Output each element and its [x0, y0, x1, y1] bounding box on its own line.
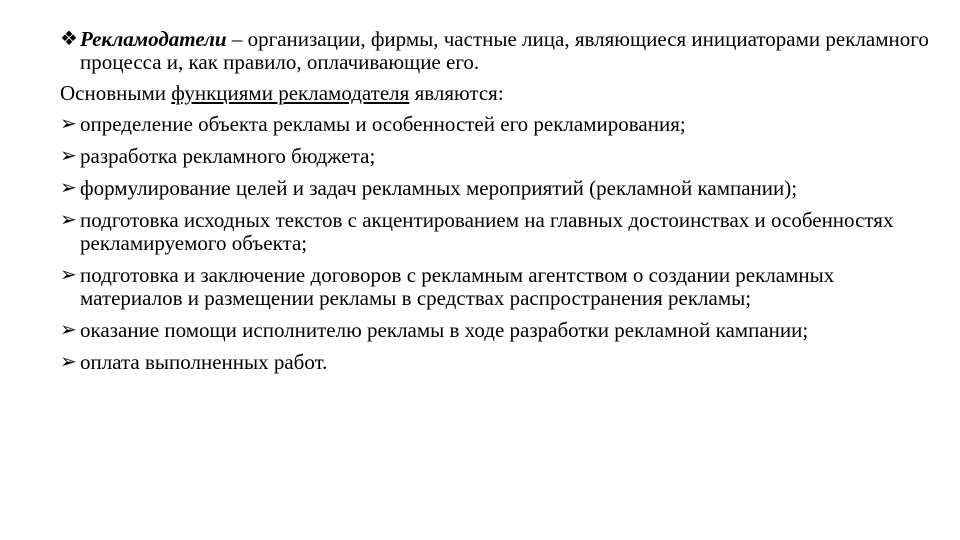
list-item-text: подготовка исходных текстов с акцентированием на главных достоинствах и особенностях рекламируемого объекта;: [80, 208, 894, 255]
arrow-bullet-icon: ➢: [60, 113, 77, 135]
list-item: [60, 351, 930, 374]
list-item-text: подготовка и заключение договоров с рекламным агентством о создании рекламных материалов и размещении рекламы в средствах распространения рекламы;: [80, 263, 835, 310]
arrow-bullet-icon: ➢: [60, 264, 77, 286]
arrow-bullet-icon: ➢: [60, 319, 77, 341]
list-item-text: оплата выполненных работ.: [80, 350, 328, 374]
list-item-text: оказание помощи исполнителю рекламы в ходе разработки рекламной кампании;: [80, 318, 809, 342]
list-item: [60, 319, 930, 342]
lead-underlined: функциями рекламодателя: [171, 81, 410, 105]
intro-text: – организации, фирмы, частные лица, являющиеся инициаторами рекламного процесса и, как правило, оплачивающие его.: [80, 27, 929, 74]
list-item-text: определение объекта рекламы и особенностей его рекламирования;: [80, 112, 686, 136]
list-item: [60, 209, 930, 255]
list-item: [60, 145, 930, 168]
functions-lead: [60, 82, 930, 105]
list-item-text: формулирование целей и задач рекламных мероприятий (рекламной кампании);: [80, 176, 798, 200]
arrow-bullet-icon: ➢: [60, 145, 77, 167]
lead-before: Основными: [60, 81, 172, 105]
list-item: [60, 264, 930, 310]
arrow-bullet-icon: ➢: [60, 177, 77, 199]
intro-paragraph: [60, 28, 930, 74]
slide-content: [60, 28, 930, 383]
list-item: [60, 113, 930, 136]
list-item: [60, 177, 930, 200]
diamond-bullet-icon: ❖: [60, 28, 78, 50]
arrow-bullet-icon: ➢: [60, 351, 77, 373]
intro-term: Рекламодатели: [80, 27, 227, 51]
list-item-text: разработка рекламного бюджета;: [80, 144, 376, 168]
lead-after: являются:: [409, 81, 504, 105]
arrow-bullet-icon: ➢: [60, 209, 77, 231]
